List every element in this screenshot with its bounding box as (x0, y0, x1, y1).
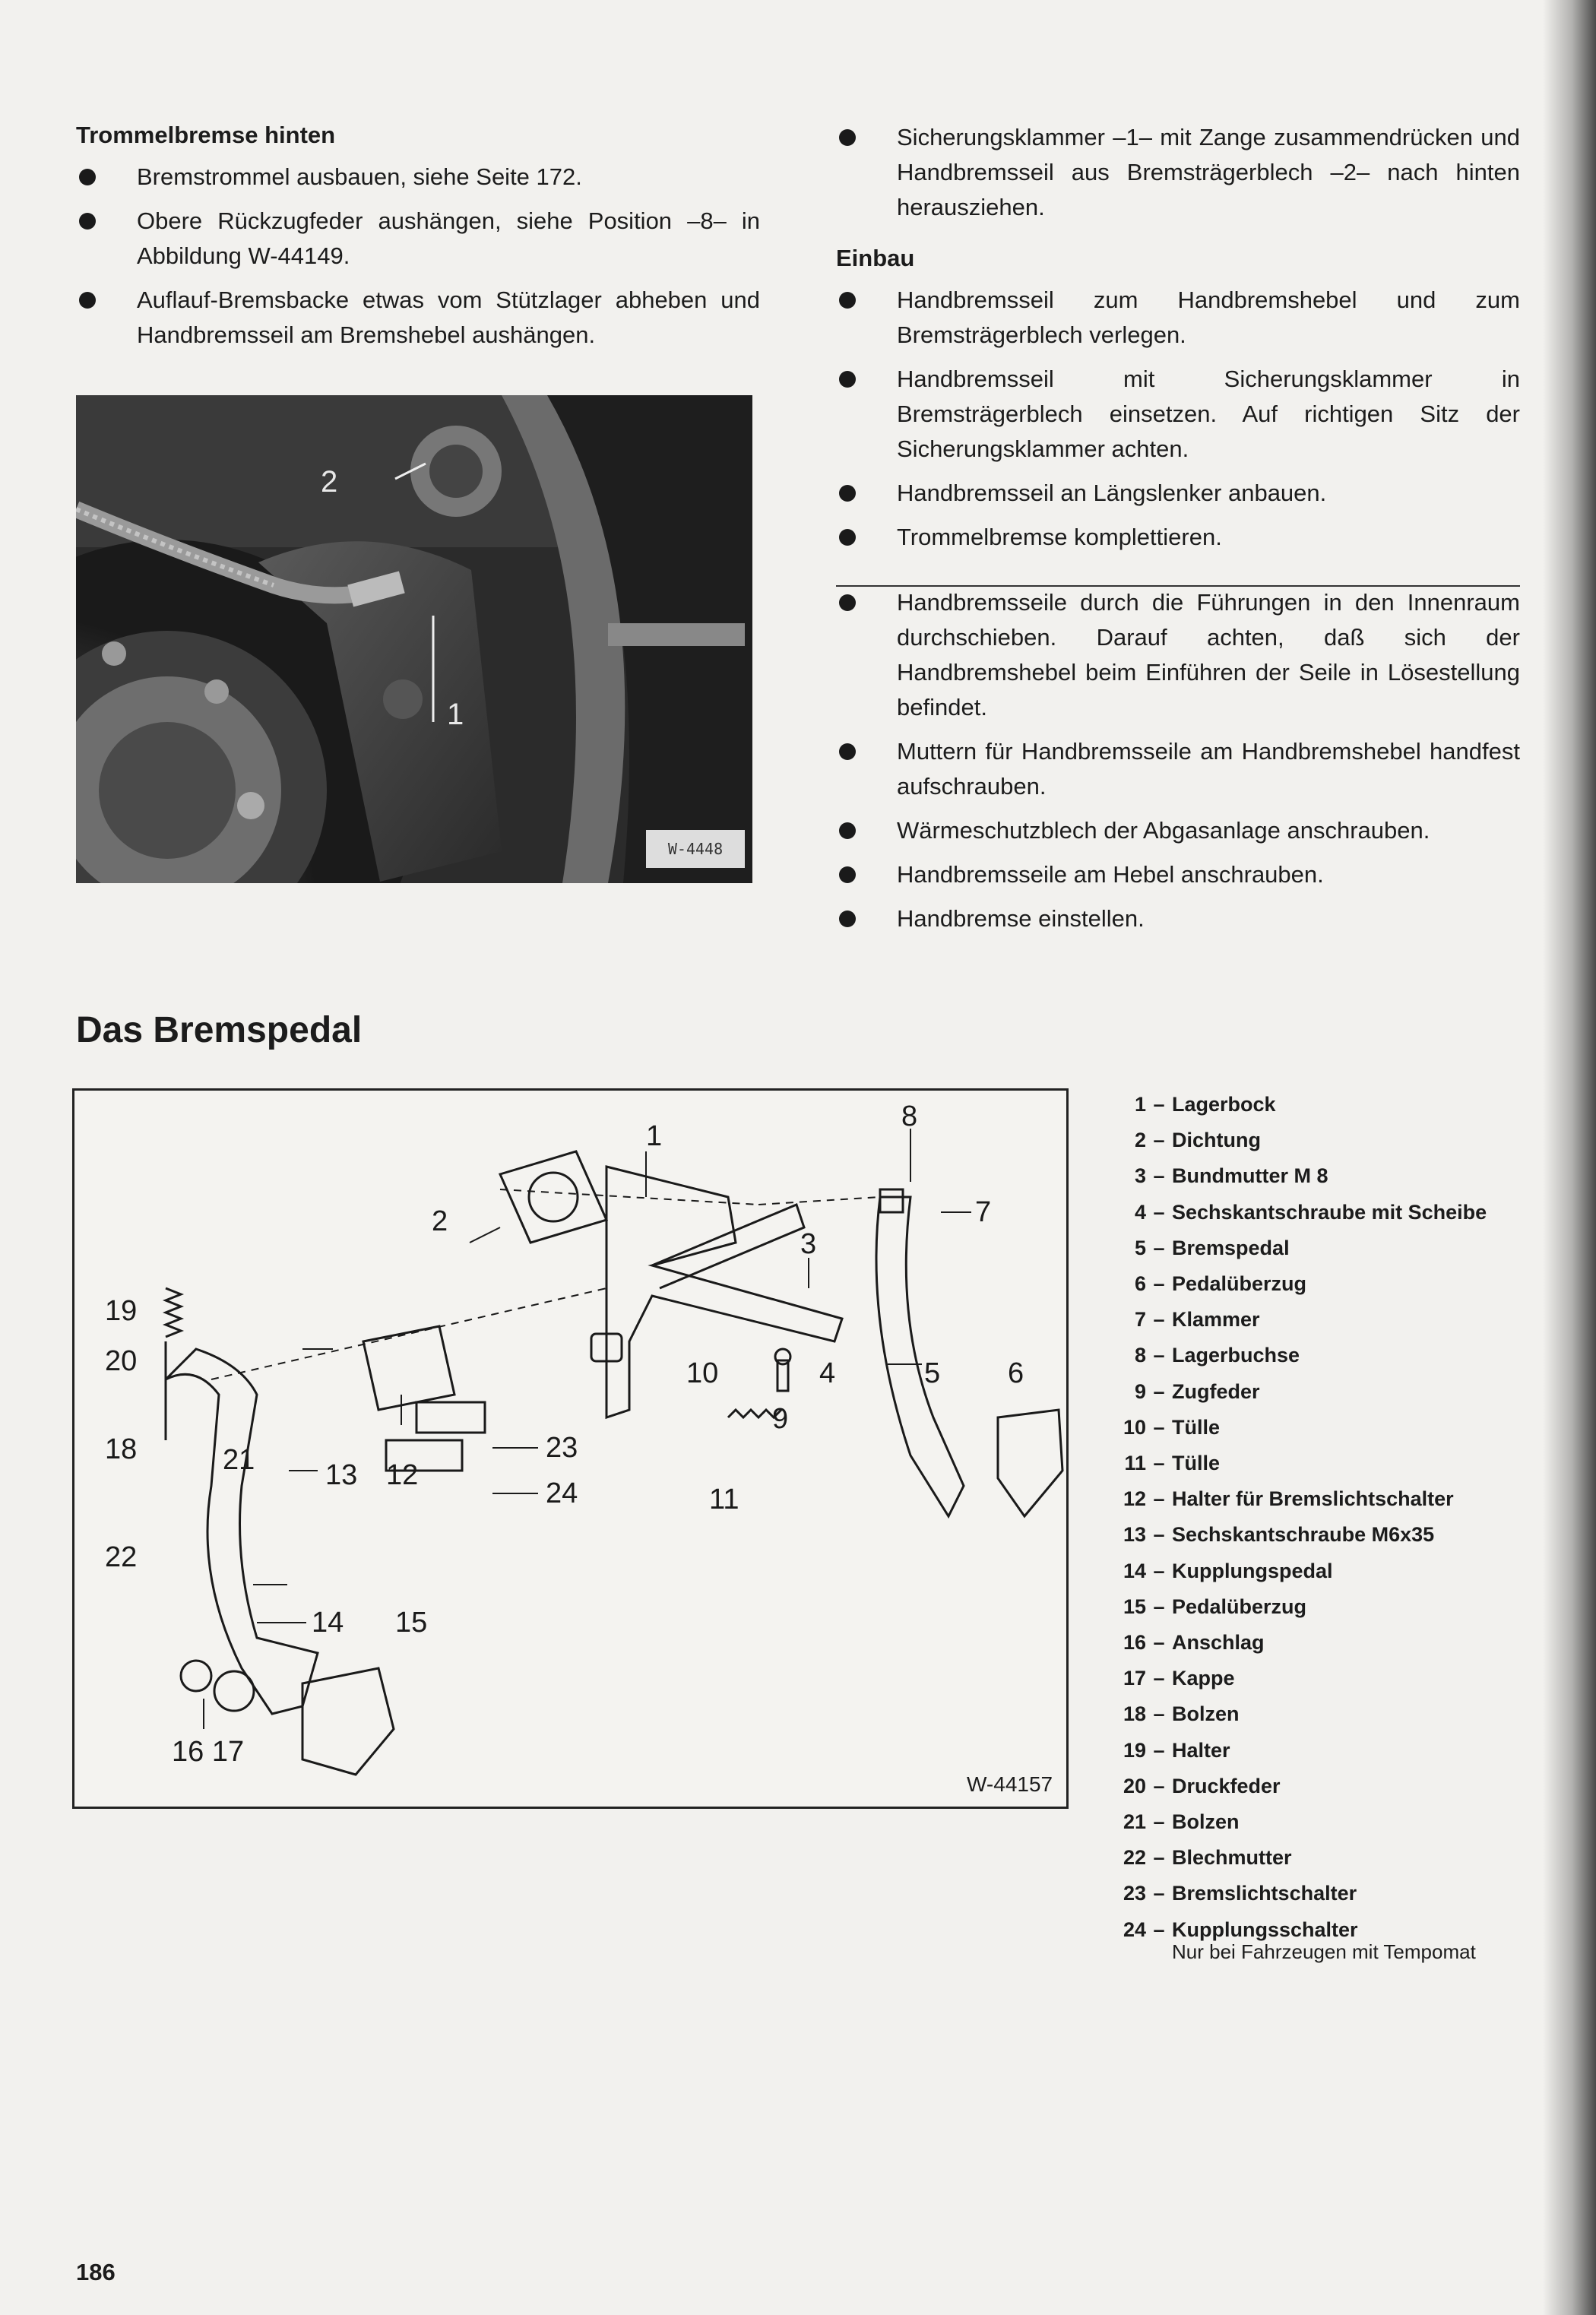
bullet-icon (79, 213, 96, 230)
diagram-label-5: 5 (924, 1357, 941, 1389)
bullet-icon (839, 292, 856, 309)
diagram-label-1: 1 (646, 1120, 663, 1152)
list-item: Muttern für Handbremsseile am Handbremshebel handfest aufschrauben. (836, 734, 1520, 804)
list-item: Sicherungsklammer –1– mit Zange zusammendrücken und Handbremsseil aus Bremsträgerblech –2– nach hinten herausziehen. (836, 120, 1520, 225)
diagram-label-15: 15 (395, 1607, 428, 1639)
diagram-label-6: 6 (1008, 1357, 1024, 1389)
legend-note: Nur bei Fahrzeugen mit Tempomat (1172, 1940, 1476, 1963)
bullet-icon (839, 485, 856, 502)
diagram-label-13: 13 (325, 1459, 358, 1491)
diagram-label-16-17: 16 17 (172, 1736, 245, 1768)
legend-item: 7 – Klammer (1134, 1308, 1260, 1332)
diagram-label-19: 19 (105, 1295, 138, 1327)
section-divider (836, 585, 1520, 587)
list-item: Wärmeschutzblech der Abgasanlage anschrauben. (836, 813, 1520, 848)
parts-legend (1110, 1087, 1535, 1964)
bullet-icon (839, 129, 856, 146)
diagram-label-22: 22 (105, 1541, 138, 1573)
bullet-icon (839, 822, 856, 839)
part-pedal-pad-15 (302, 1668, 394, 1775)
legend-item: 9 – Zugfeder (1134, 1379, 1260, 1403)
diagram-code: W-44157 (967, 1772, 1053, 1796)
legend-item: 17 – Kappe (1123, 1667, 1235, 1690)
legend-item: 16 – Anschlag (1123, 1631, 1265, 1655)
diagram-label-24: 24 (546, 1477, 578, 1509)
list-item: Handbremsseil an Längslenker anbauen. (836, 476, 1520, 511)
legend-item: 24 – Kupplungsschalter (1123, 1918, 1358, 1941)
brake-photo-image (76, 395, 752, 883)
legend-item: 14 – Kupplungspedal (1123, 1559, 1333, 1582)
photo-code: W-4448 (646, 830, 745, 868)
list-item: Handbremse einstellen. (836, 901, 1520, 936)
part-clutch-pedal (166, 1349, 318, 1714)
left-column (76, 122, 760, 362)
bullet-icon (839, 866, 856, 883)
legend-item: 21 – Bolzen (1123, 1810, 1240, 1834)
diagram-label-14: 14 (312, 1607, 344, 1639)
diagram-label-9: 9 (772, 1403, 789, 1435)
section-heading-einbau: Einbau (836, 245, 915, 271)
brake-photo (76, 395, 752, 883)
bullet-icon (839, 594, 856, 611)
part-pedal-pad-6 (998, 1410, 1062, 1516)
diagram-label-21: 21 (223, 1444, 255, 1476)
legend-item: 20 – Druckfeder (1123, 1774, 1281, 1797)
legend-item: 15 – Pedalüberzug (1123, 1595, 1307, 1618)
diagram-label-18: 18 (105, 1433, 138, 1465)
photo-label-2: 2 (321, 465, 338, 499)
part-cap (214, 1671, 254, 1711)
part-gasket-hole (529, 1173, 578, 1221)
list-item: Trommelbremse komplettieren. (836, 520, 1520, 555)
diagram-label-8: 8 (901, 1100, 918, 1132)
page-edge-shadow (1543, 0, 1596, 2315)
diagram-label-2: 2 (432, 1205, 448, 1237)
diagram-label-23: 23 (546, 1432, 578, 1464)
diagram-label-4: 4 (819, 1357, 836, 1389)
diagram-label-3: 3 (800, 1228, 817, 1260)
diagram-label-20: 20 (105, 1345, 138, 1377)
legend-item: 13 – Sechskantschraube M6x35 (1123, 1523, 1435, 1547)
part-switch-holder (363, 1326, 454, 1410)
legend-item: 22 – Blechmutter (1123, 1846, 1292, 1870)
part-brake-pedal (876, 1197, 964, 1516)
part-stop (181, 1661, 211, 1691)
section-heading-trommelbremse: Trommelbremse hinten (76, 122, 336, 148)
page-title-bremspedal: Das Bremspedal (76, 1010, 363, 1050)
diagram-label-10: 10 (686, 1357, 719, 1389)
legend-item: 23 – Bremslichtschalter (1123, 1882, 1357, 1905)
legend-item: 18 – Bolzen (1123, 1702, 1240, 1726)
bullet-icon (79, 292, 96, 309)
legend-item: 11 – Tülle (1124, 1452, 1221, 1475)
part-pressure-spring (166, 1288, 181, 1337)
legend-item: 1 – Lagerbock (1134, 1093, 1276, 1116)
legend-item: 6 – Pedalüberzug (1134, 1272, 1307, 1296)
list-item: Handbremsseil zum Handbremshebel und zum Bremsträgerblech verlegen. (836, 283, 1520, 353)
right-column (836, 120, 1520, 945)
page-number: 186 (76, 2259, 116, 2285)
list-item: Auflauf-Bremsbacke etwas vom Stützlager abheben und Handbremsseil am Bremshebel aushängen. (76, 283, 760, 353)
diagram-label-7: 7 (975, 1196, 992, 1228)
list-item: Bremstrommel ausbauen, siehe Seite 172. (76, 160, 760, 195)
list-item: Handbremsseile am Hebel anschrauben. (836, 857, 1520, 892)
part-brake-bushing (880, 1189, 903, 1212)
bullet-icon (839, 529, 856, 546)
list-item: Handbremsseil mit Sicherungsklammer in Bremsträgerblech einsetzen. Auf richtigen Sitz der Sicherungsklammer achten. (836, 362, 1520, 467)
bullet-icon (79, 169, 96, 185)
part-brake-light-switch (416, 1402, 485, 1433)
pedal-assembly-drawing (74, 1091, 1066, 1807)
part-gasket (500, 1151, 606, 1243)
legend-item: 12 – Halter für Bremslichtschalter (1123, 1487, 1454, 1511)
list-item: Obere Rückzugfeder aushängen, siehe Position –8– in Abbildung W-44149. (76, 204, 760, 274)
legend-item: 4 – Sechskantschraube mit Scheibe (1134, 1200, 1487, 1224)
legend-item: 8 – Lagerbuchse (1134, 1344, 1300, 1367)
legend-item: 5 – Bremspedal (1134, 1236, 1290, 1259)
bullet-icon (839, 910, 856, 927)
diagram-label-12: 12 (386, 1459, 419, 1491)
legend-item: 10 – Tülle (1123, 1415, 1221, 1439)
diagram-label-11: 11 (709, 1484, 739, 1515)
bullet-icon (839, 743, 856, 760)
part-bracket-arm (652, 1205, 804, 1288)
photo-label-1: 1 (447, 698, 464, 731)
part-bracket (606, 1167, 842, 1417)
legend-item: 2 – Dichtung (1134, 1129, 1261, 1152)
list-item: Handbremsseile durch die Führungen in den Innenraum durchschieben. Darauf achten, daß sich der Handbremshebel beim Einführen der Seile in Lösestellung befindet. (836, 585, 1520, 725)
legend-item: 3 – Bundmutter M 8 (1134, 1164, 1328, 1188)
exploded-diagram (72, 1088, 1069, 1809)
legend-item: 19 – Halter (1123, 1738, 1230, 1762)
bullet-icon (839, 371, 856, 388)
